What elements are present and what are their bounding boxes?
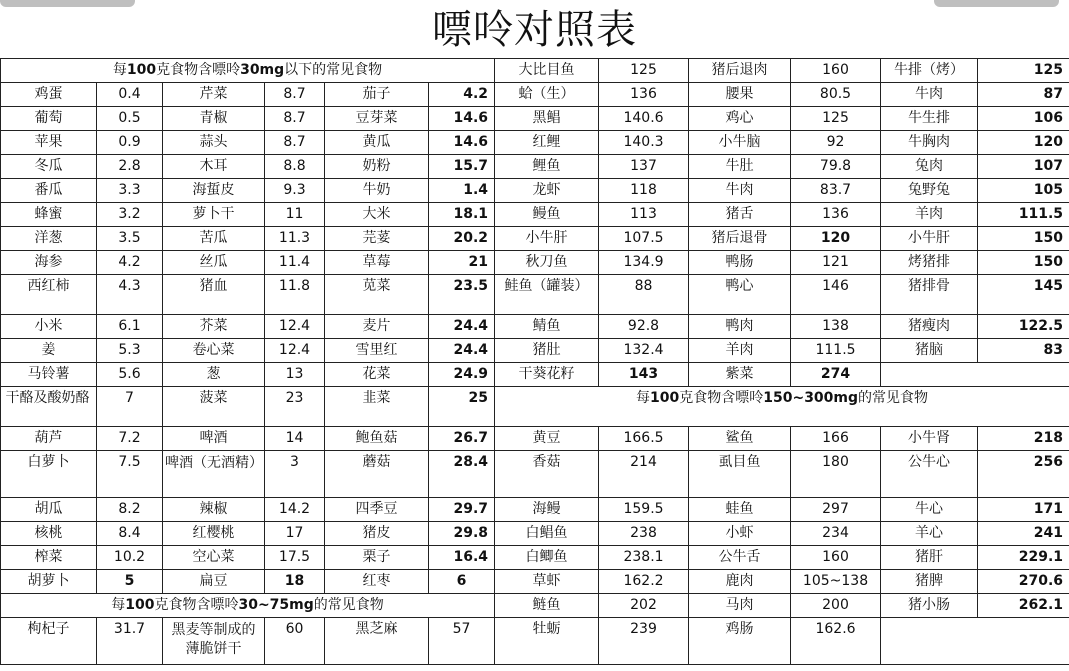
table-cell: 87: [978, 83, 1069, 107]
table-cell: 106: [978, 107, 1069, 131]
table-cell: 16.4: [429, 546, 495, 570]
table-row: [1, 339, 1069, 363]
table-cell: 公牛心: [881, 451, 978, 498]
table-cell: 11.8: [265, 275, 325, 315]
table-cell: 苦瓜: [163, 227, 265, 251]
table-cell: 豆芽菜: [325, 107, 429, 131]
table-cell: 猪后退骨: [689, 227, 791, 251]
table-cell: 海蜇皮: [163, 179, 265, 203]
table-cell: 猪脑: [881, 339, 978, 363]
table-cell: 5.6: [97, 363, 163, 387]
table-row: [1, 522, 1069, 546]
table-cell: 公牛舌: [689, 546, 791, 570]
table-row: [1, 427, 1069, 451]
table-cell: 7: [97, 387, 163, 427]
table-cell: 大比目鱼: [495, 59, 599, 83]
table-cell: 11.4: [265, 251, 325, 275]
table-cell: 鸡肠: [689, 618, 791, 665]
table-cell: 白萝卜: [1, 451, 97, 498]
table-cell: 57: [429, 618, 495, 665]
section-header-150-300: 每100克食物含嘌呤150~300mg的常见食物: [495, 387, 1069, 427]
table-row: [1, 594, 1069, 618]
table-row: [1, 131, 1069, 155]
table-cell: 4.2: [97, 251, 163, 275]
table-cell: 136: [599, 83, 689, 107]
table-cell: 107: [978, 155, 1069, 179]
table-cell: 丝瓜: [163, 251, 265, 275]
table-cell: 牛心: [881, 498, 978, 522]
table-cell: 24.4: [429, 315, 495, 339]
table-cell: 24.4: [429, 339, 495, 363]
table-cell: 105~138: [791, 570, 881, 594]
table-cell: 121: [791, 251, 881, 275]
table-cell: 啤酒: [163, 427, 265, 451]
table-cell: 羊肉: [881, 203, 978, 227]
table-cell: 牛排（烤）: [881, 59, 978, 83]
table-cell: 23.5: [429, 275, 495, 315]
table-cell: 79.8: [791, 155, 881, 179]
table-row: [1, 275, 1069, 315]
table-cell: 111.5: [978, 203, 1069, 227]
table-cell: 159.5: [599, 498, 689, 522]
table-cell: 蜂蜜: [1, 203, 97, 227]
table-cell: 166.5: [599, 427, 689, 451]
table-cell: 20.2: [429, 227, 495, 251]
table-cell: 猪后退肉: [689, 59, 791, 83]
table-cell: 17.5: [265, 546, 325, 570]
table-cell: 白鲳鱼: [495, 522, 599, 546]
table-cell: 8.2: [97, 498, 163, 522]
table-cell: 四季豆: [325, 498, 429, 522]
table-cell: 鲑鱼（罐装）: [495, 275, 599, 315]
table-cell: 111.5: [791, 339, 881, 363]
table-cell: 218: [978, 427, 1069, 451]
table-cell: 小牛肾: [881, 427, 978, 451]
table-cell: 270.6: [978, 570, 1069, 594]
table-cell: 鲢鱼: [495, 594, 599, 618]
table-cell: 120: [791, 227, 881, 251]
section-header-under-30: 每100克食物含嘌呤30mg以下的常见食物: [1, 59, 495, 83]
table-cell: 龙虾: [495, 179, 599, 203]
table-row: [1, 315, 1069, 339]
table-cell: 25: [429, 387, 495, 427]
table-cell: 马铃薯: [1, 363, 97, 387]
table-cell: 蛙鱼: [689, 498, 791, 522]
table-cell: 162.2: [599, 570, 689, 594]
table-cell: 28.4: [429, 451, 495, 498]
table-row: [1, 387, 1069, 427]
table-cell: 苹果: [1, 131, 97, 155]
table-cell: 香菇: [495, 451, 599, 498]
table-cell: 鲤鱼: [495, 155, 599, 179]
table-row: [1, 618, 1069, 665]
table-cell: 12.4: [265, 315, 325, 339]
table-cell: 海鳗: [495, 498, 599, 522]
table-cell: 洋葱: [1, 227, 97, 251]
table-cell: 青椒: [163, 107, 265, 131]
table-cell: 鸭肠: [689, 251, 791, 275]
table-cell: 猪瘦肉: [881, 315, 978, 339]
table-row: [1, 83, 1069, 107]
table-cell: 12.4: [265, 339, 325, 363]
table-cell: 92.8: [599, 315, 689, 339]
table-row: [1, 155, 1069, 179]
table-cell: 鸡心: [689, 107, 791, 131]
table-cell: 125: [978, 59, 1069, 83]
table-cell: 小牛肝: [495, 227, 599, 251]
table-cell: 134.9: [599, 251, 689, 275]
table-cell: 秋刀鱼: [495, 251, 599, 275]
table-row: [1, 227, 1069, 251]
table-cell: 136: [791, 203, 881, 227]
table-cell: 猪小肠: [881, 594, 978, 618]
table-cell: 芹菜: [163, 83, 265, 107]
table-cell: 兔肉: [881, 155, 978, 179]
table-cell: 葱: [163, 363, 265, 387]
table-cell: 草莓: [325, 251, 429, 275]
table-row: [1, 363, 1069, 387]
table-cell: 162.6: [791, 618, 881, 665]
table-cell: 2.8: [97, 155, 163, 179]
table-cell: 牛肉: [881, 83, 978, 107]
table-cell: 4.3: [97, 275, 163, 315]
table-cell: 红樱桃: [163, 522, 265, 546]
table-cell: 3.3: [97, 179, 163, 203]
table-cell: 白鲫鱼: [495, 546, 599, 570]
table-cell: 西红柿: [1, 275, 97, 315]
table-cell: 花菜: [325, 363, 429, 387]
table-cell: 卷心菜: [163, 339, 265, 363]
table-cell: 238.1: [599, 546, 689, 570]
table-cell: 啤酒（无酒精）: [163, 451, 265, 498]
table-cell: 274: [791, 363, 881, 387]
table-cell: 5.3: [97, 339, 163, 363]
table-cell: 146: [791, 275, 881, 315]
table-cell: 小牛肝: [881, 227, 978, 251]
table-cell: 核桃: [1, 522, 97, 546]
table-cell: 草虾: [495, 570, 599, 594]
table-cell: 83.7: [791, 179, 881, 203]
table-cell: 160: [791, 59, 881, 83]
table-cell: 1.4: [429, 179, 495, 203]
table-cell: 大米: [325, 203, 429, 227]
table-cell: 干酪及酸奶酪: [1, 387, 97, 427]
table-cell: 239: [599, 618, 689, 665]
table-cell: 牛胸肉: [881, 131, 978, 155]
table-cell: 118: [599, 179, 689, 203]
table-cell: 105: [978, 179, 1069, 203]
table-cell: 蘑菇: [325, 451, 429, 498]
table-cell: 6: [429, 570, 495, 594]
table-cell: 黄豆: [495, 427, 599, 451]
table-cell: 兔野兔: [881, 179, 978, 203]
table-cell: 3: [265, 451, 325, 498]
table-cell: 180: [791, 451, 881, 498]
table-cell: 5: [97, 570, 163, 594]
table-cell-empty: [881, 618, 1069, 665]
table-cell: 鸭心: [689, 275, 791, 315]
table-cell: 木耳: [163, 155, 265, 179]
table-cell: 黑芝麻: [325, 618, 429, 665]
table-cell: 171: [978, 498, 1069, 522]
table-cell: 31.7: [97, 618, 163, 665]
table-cell: 214: [599, 451, 689, 498]
table-cell: 0.4: [97, 83, 163, 107]
table-cell: 小牛脑: [689, 131, 791, 155]
table-cell: 牛肚: [689, 155, 791, 179]
table-cell: 113: [599, 203, 689, 227]
table-cell: 牛生排: [881, 107, 978, 131]
table-cell: 3.5: [97, 227, 163, 251]
table-row: [1, 546, 1069, 570]
table-cell: 猪脾: [881, 570, 978, 594]
table-cell: 8.7: [265, 83, 325, 107]
table-cell: 葡萄: [1, 107, 97, 131]
table-row: [1, 498, 1069, 522]
purine-table: [0, 58, 1069, 665]
table-cell: 蒜头: [163, 131, 265, 155]
table-cell: 鲭鱼: [495, 315, 599, 339]
table-cell: 黄瓜: [325, 131, 429, 155]
table-cell: 鹿肉: [689, 570, 791, 594]
table-cell: 红枣: [325, 570, 429, 594]
table-cell: 122.5: [978, 315, 1069, 339]
table-cell: 137: [599, 155, 689, 179]
table-cell: 鲍鱼菇: [325, 427, 429, 451]
table-cell: 猪皮: [325, 522, 429, 546]
table-cell: 胡瓜: [1, 498, 97, 522]
table-cell: 4.2: [429, 83, 495, 107]
table-cell: 29.7: [429, 498, 495, 522]
table-cell: 羊肉: [689, 339, 791, 363]
table-cell: 鸡蛋: [1, 83, 97, 107]
table-cell: 黑鲳: [495, 107, 599, 131]
table-cell: 鲨鱼: [689, 427, 791, 451]
table-cell: 29.8: [429, 522, 495, 546]
table-cell: 腰果: [689, 83, 791, 107]
table-cell: 140.6: [599, 107, 689, 131]
table-cell: 猪排骨: [881, 275, 978, 315]
table-cell: 140.3: [599, 131, 689, 155]
table-row: [1, 251, 1069, 275]
table-cell: 13: [265, 363, 325, 387]
table-cell: 0.5: [97, 107, 163, 131]
table-cell: 鳗鱼: [495, 203, 599, 227]
table-cell: 萝卜干: [163, 203, 265, 227]
table-cell: 胡萝卜: [1, 570, 97, 594]
table-cell: 21: [429, 251, 495, 275]
table-cell: 芫荽: [325, 227, 429, 251]
table-cell: 紫菜: [689, 363, 791, 387]
table-cell: 160: [791, 546, 881, 570]
table-cell: 牡蛎: [495, 618, 599, 665]
table-cell: 143: [599, 363, 689, 387]
table-cell-empty: [881, 363, 1069, 387]
table-cell: 138: [791, 315, 881, 339]
table-cell: 牛奶: [325, 179, 429, 203]
table-cell: 8.7: [265, 107, 325, 131]
table-cell: 80.5: [791, 83, 881, 107]
table-cell: 栗子: [325, 546, 429, 570]
table-cell: 番瓜: [1, 179, 97, 203]
table-cell: 88: [599, 275, 689, 315]
table-cell: 238: [599, 522, 689, 546]
table-cell: 枸杞子: [1, 618, 97, 665]
table-cell: 马肉: [689, 594, 791, 618]
table-cell: 150: [978, 251, 1069, 275]
table-cell: 辣椒: [163, 498, 265, 522]
table-cell: 奶粉: [325, 155, 429, 179]
table-cell: 256: [978, 451, 1069, 498]
table-cell: 菠菜: [163, 387, 265, 427]
table-cell: 23: [265, 387, 325, 427]
table-cell: 83: [978, 339, 1069, 363]
table-cell: 125: [599, 59, 689, 83]
table-cell: 茄子: [325, 83, 429, 107]
table-row: [1, 451, 1069, 498]
table-cell: 0.9: [97, 131, 163, 155]
table-cell: 166: [791, 427, 881, 451]
table-cell: 3.2: [97, 203, 163, 227]
table-cell: 229.1: [978, 546, 1069, 570]
table-cell: 14.6: [429, 131, 495, 155]
table-cell: 11.3: [265, 227, 325, 251]
table-cell: 9.3: [265, 179, 325, 203]
table-cell: 空心菜: [163, 546, 265, 570]
table-row: [1, 179, 1069, 203]
table-cell: 葫芦: [1, 427, 97, 451]
table-cell: 297: [791, 498, 881, 522]
table-cell: 芥菜: [163, 315, 265, 339]
table-cell: 鸭肉: [689, 315, 791, 339]
table-cell: 150: [978, 227, 1069, 251]
section-header-30-75: 每100克食物含嘌呤30~75mg的常见食物: [1, 594, 495, 618]
table-cell: 234: [791, 522, 881, 546]
table-cell: 24.9: [429, 363, 495, 387]
table-cell: 132.4: [599, 339, 689, 363]
table-cell: 145: [978, 275, 1069, 315]
table-cell: 14: [265, 427, 325, 451]
table-cell: 200: [791, 594, 881, 618]
table-cell: 10.2: [97, 546, 163, 570]
table-cell: 苋菜: [325, 275, 429, 315]
table-cell: 猪血: [163, 275, 265, 315]
table-cell: 牛肉: [689, 179, 791, 203]
table-cell: 14.6: [429, 107, 495, 131]
table-cell: 黑麦等制成的薄脆饼干: [163, 618, 265, 665]
table-row: [1, 203, 1069, 227]
table-cell: 125: [791, 107, 881, 131]
table-cell: 猪肝: [881, 546, 978, 570]
table-cell: 猪舌: [689, 203, 791, 227]
table-cell: 92: [791, 131, 881, 155]
table-cell: 241: [978, 522, 1069, 546]
table-cell: 7.2: [97, 427, 163, 451]
table-cell: 17: [265, 522, 325, 546]
table-cell: 虱目鱼: [689, 451, 791, 498]
table-cell: 262.1: [978, 594, 1069, 618]
table-row: [1, 107, 1069, 131]
table-cell: 猪肚: [495, 339, 599, 363]
table-cell: 60: [265, 618, 325, 665]
table-cell: 15.7: [429, 155, 495, 179]
table-cell: 26.7: [429, 427, 495, 451]
table-cell: 202: [599, 594, 689, 618]
page-title: 嘌呤对照表: [432, 7, 637, 53]
table-cell: 7.5: [97, 451, 163, 498]
table-cell: 8.7: [265, 131, 325, 155]
table-cell: 小米: [1, 315, 97, 339]
table-cell: 18: [265, 570, 325, 594]
table-cell: 小虾: [689, 522, 791, 546]
table-cell: 韭菜: [325, 387, 429, 427]
table-cell: 8.4: [97, 522, 163, 546]
table-cell: 11: [265, 203, 325, 227]
table-cell: 麦片: [325, 315, 429, 339]
table-cell: 107.5: [599, 227, 689, 251]
table-row: [1, 570, 1069, 594]
table-cell: 羊心: [881, 522, 978, 546]
table-cell: 红鲤: [495, 131, 599, 155]
table-cell: 14.2: [265, 498, 325, 522]
table-cell: 雪里红: [325, 339, 429, 363]
table-cell: 6.1: [97, 315, 163, 339]
table-cell: 扁豆: [163, 570, 265, 594]
table-cell: 8.8: [265, 155, 325, 179]
table-cell: 烤猪排: [881, 251, 978, 275]
table-cell: 18.1: [429, 203, 495, 227]
table-cell: 蛤（生）: [495, 83, 599, 107]
table-cell: 120: [978, 131, 1069, 155]
table-cell: 干葵花籽: [495, 363, 599, 387]
table-cell: 海参: [1, 251, 97, 275]
table-cell: 榨菜: [1, 546, 97, 570]
table-cell: 冬瓜: [1, 155, 97, 179]
table-cell: 姜: [1, 339, 97, 363]
